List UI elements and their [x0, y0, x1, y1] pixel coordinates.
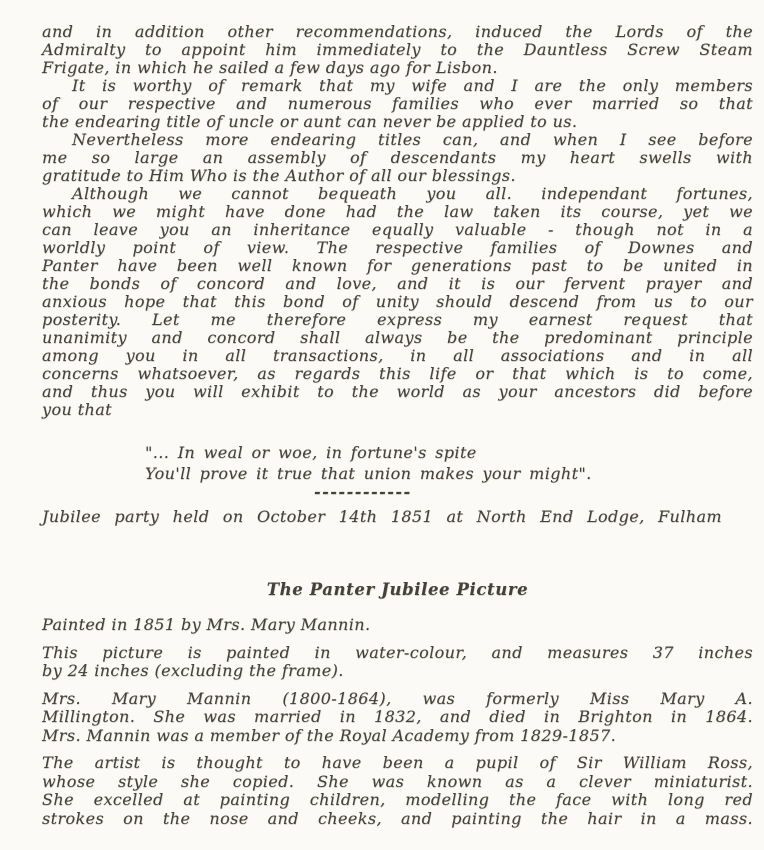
text-line: by 24 inches (excluding the frame).: [42, 661, 344, 680]
picture-paragraph: [42, 644, 753, 681]
text-line: the endearing title of uncle or aunt can never be applied to us.: [42, 112, 578, 131]
text-line: and thus you will exhibit to the world as your ancestors did before: [42, 382, 753, 401]
quote-line: You'll prove it true that union makes your might".: [145, 464, 592, 483]
letter-paragraphs: [42, 23, 753, 419]
section-heading: The Panter Jubilee Picture: [266, 580, 529, 599]
text-line: The artist is thought to have been a pupil of Sir William Ross,: [42, 753, 753, 772]
text-line: Mrs. Mannin was a member of the Royal Academy from 1829-1857.: [42, 725, 617, 745]
picture-paragraph: [42, 616, 753, 635]
jubilee-party-caption: Jubilee party held on October 14th 1851 at North End Lodge, Fulham: [42, 507, 722, 526]
letter-section: [42, 23, 753, 526]
dashed-separator: ------------: [314, 482, 412, 501]
text-line: Admiralty to appoint him immediately to the Dauntless Screw Steam: [42, 40, 753, 59]
text-line: and in addition other recommendations, induced the Lords of the: [42, 22, 753, 41]
text-line: among you in all transactions, in all associations and in all: [42, 346, 753, 365]
text-line: Nevertheless more endearing titles can, and when I see before: [72, 130, 753, 149]
text-line: Frigate, in which he sailed a few days ago for Lisbon.: [42, 58, 498, 77]
text-line: Panter have been well known for generations past to be united in: [42, 256, 753, 275]
text-line: Painted in 1851 by Mrs. Mary Mannin.: [42, 615, 371, 634]
text-line: Although we cannot bequeath you all. independant fortunes,: [72, 184, 753, 203]
letter-paragraph: [42, 185, 753, 419]
text-line: Mrs. Mary Mannin (1800-1864), was formerly Miss Mary A.: [42, 688, 753, 708]
verse-quote: [145, 442, 753, 484]
text-line: worldly point of view. The respective families of Downes and: [42, 238, 753, 257]
picture-paragraphs: [42, 616, 753, 828]
letter-paragraph: [42, 23, 753, 77]
text-line: the bonds of concord and love, and it is our fervent prayer and: [42, 274, 753, 293]
text-line: concerns whatsoever, as regards this life or that which is to come,: [42, 364, 753, 383]
text-line: posterity. Let me therefore express my earnest request that: [42, 310, 753, 329]
text-line: unanimity and concord shall always be the predominant principle: [42, 328, 753, 347]
text-line: Millington. She was married in 1832, and died in Brighton in 1864.: [42, 707, 753, 726]
text-line: She excelled at painting children, modelling the face with long red: [42, 790, 753, 809]
letter-paragraph: [42, 77, 753, 131]
text-line: me so large an assembly of descendants my heart swells with: [42, 148, 753, 167]
text-line: gratitude to Him Who is the Author of all our blessings.: [42, 166, 516, 185]
quote-line: "... In weal or woe, in fortune's spite: [145, 443, 477, 462]
text-line: It is worthy of remark that my wife and I are the only members: [72, 76, 753, 95]
text-line: of our respective and numerous families who ever married so that: [42, 94, 753, 113]
picture-section: [42, 580, 753, 828]
text-line: you that: [42, 400, 112, 419]
picture-paragraph: [42, 690, 753, 746]
text-line: can leave you an inheritance equally valuable - though not in a: [42, 220, 753, 239]
text-line: anxious hope that this bond of unity should descend from us to our: [42, 292, 753, 311]
text-line: whose style she copied. She was known as a clever miniaturist.: [42, 771, 753, 791]
letter-paragraph: [42, 131, 753, 185]
picture-paragraph: [42, 754, 753, 828]
text-line: strokes on the nose and cheeks, and painting the hair in a mass.: [42, 808, 753, 828]
text-line: which we might have done had the law taken its course, yet we: [42, 202, 753, 221]
text-line: This picture is painted in water-colour, and measures 37 inches: [42, 642, 753, 662]
